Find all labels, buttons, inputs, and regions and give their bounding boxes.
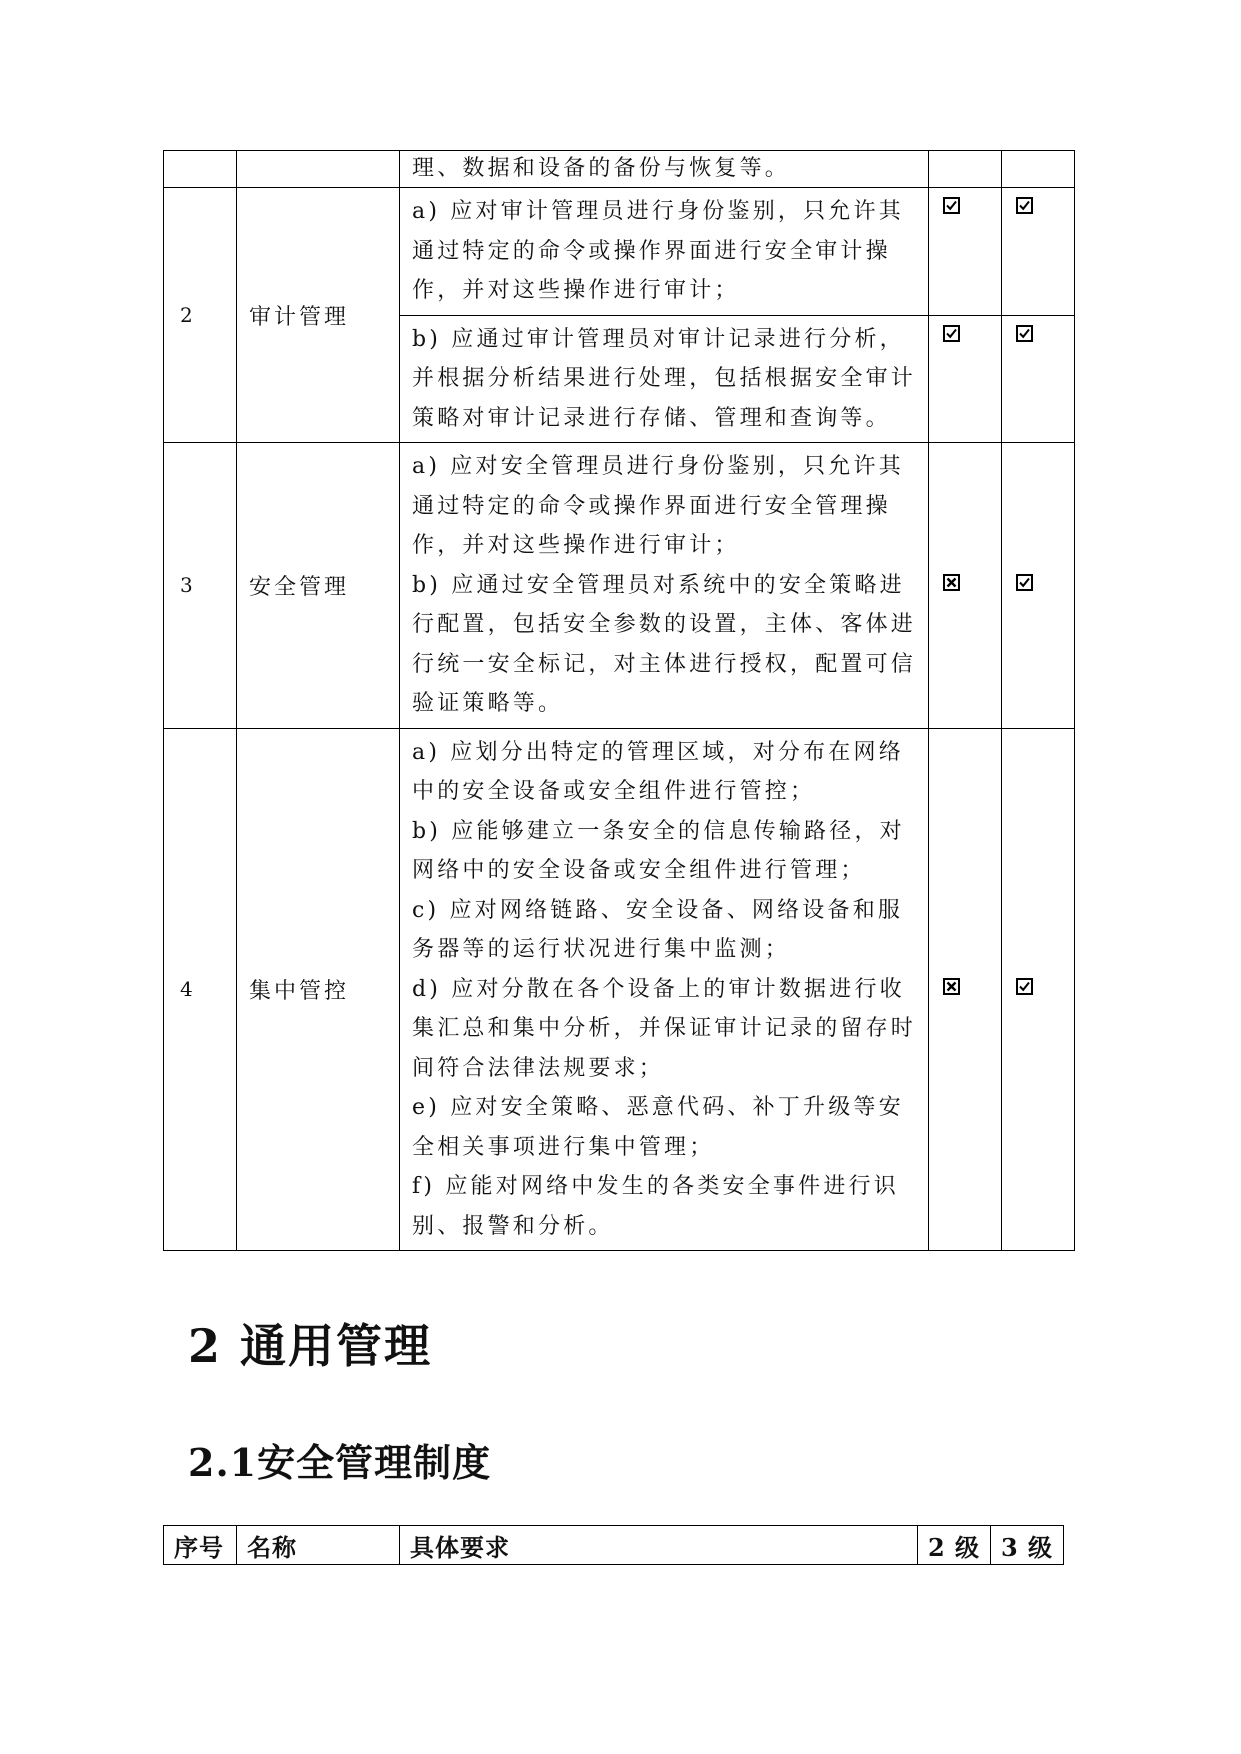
requirement-line: 间符合法律法规要求； xyxy=(412,1055,665,1081)
requirement-line: 别、报警和分析。 xyxy=(412,1213,614,1239)
checked-box-icon xyxy=(1016,325,1033,342)
requirement-line: b) 应能够建立一条安全的信息传输路径，对 xyxy=(412,818,905,844)
requirement-line: a) 应对安全管理员进行身份鉴别，只允许其 xyxy=(412,454,904,479)
checked-box-icon xyxy=(1016,978,1033,995)
row-name-cell: 审计管理 xyxy=(237,188,400,443)
requirement-line: b) 应通过安全管理员对系统中的安全策略进 xyxy=(412,572,905,598)
requirement-line: d) 应对分散在各个设备上的审计数据进行收 xyxy=(412,976,905,1002)
requirements-table xyxy=(163,150,1075,1251)
level3-cell xyxy=(1002,728,1075,1251)
requirement-line: c) 应对网络链路、安全设备、网络设备和服 xyxy=(412,897,904,923)
requirement-line: 网络中的安全设备或安全组件进行管理； xyxy=(412,858,866,883)
crossed-box-icon xyxy=(943,574,960,591)
requirement-line: 务器等的运行状况进行集中监测； xyxy=(412,937,791,962)
level3-cell xyxy=(1002,188,1075,316)
row-name-cell: 集中管控 xyxy=(237,728,400,1251)
requirement-cell xyxy=(400,151,929,188)
level2-cell xyxy=(929,315,1002,443)
level3-cell xyxy=(1002,443,1075,729)
table-row xyxy=(164,151,1075,188)
requirement-line: a) 应划分出特定的管理区域，对分布在网络 xyxy=(412,739,904,765)
row-number-cell: 2 xyxy=(164,188,237,443)
level2-cell xyxy=(929,151,1002,188)
table-row xyxy=(164,188,1075,316)
requirement-cell xyxy=(400,443,929,729)
requirement-line: 行配置，包括安全参数的设置，主体、客体进 xyxy=(412,612,917,637)
requirement-line: 并根据分析结果进行处理，包括根据安全审计 xyxy=(412,366,917,391)
row-name-cell xyxy=(237,151,400,188)
requirement-line: a) 应对审计管理员进行身份鉴别，只允许其 xyxy=(412,199,904,224)
requirement-line: 通过特定的命令或操作界面进行安全管理操 xyxy=(412,493,891,519)
requirement-cell xyxy=(400,315,929,443)
requirement-line: 行统一安全标记，对主体进行授权，配置可信 xyxy=(412,651,917,677)
row-number-cell: 3 xyxy=(164,443,237,729)
table-row xyxy=(164,728,1075,1251)
row-number-cell xyxy=(164,151,237,188)
level2-cell xyxy=(929,443,1002,729)
row-name-cell: 安全管理 xyxy=(237,443,400,729)
checked-box-icon xyxy=(1016,574,1033,591)
requirement-cell xyxy=(400,188,929,316)
requirement-line: 通过特定的命令或操作界面进行安全审计操 xyxy=(412,238,891,264)
column-header-level2: 2 级 xyxy=(918,1526,991,1565)
checked-box-icon xyxy=(943,325,960,342)
requirement-line: 策略对审计记录进行存储、管理和查询等。 xyxy=(412,405,891,431)
column-header-level3: 3 级 xyxy=(991,1526,1064,1565)
level2-cell xyxy=(929,728,1002,1251)
level3-cell xyxy=(1002,315,1075,443)
requirement-line: 验证策略等。 xyxy=(412,691,564,716)
requirements-table-header xyxy=(163,1525,1064,1565)
column-header-name: 名称 xyxy=(237,1526,400,1565)
requirement-line: 中的安全设备或安全组件进行管控； xyxy=(412,779,816,804)
requirement-cell xyxy=(400,728,929,1251)
column-header-requirement: 具体要求 xyxy=(400,1526,918,1565)
table-row xyxy=(164,443,1075,729)
section-heading: 2 通用管理 xyxy=(188,1319,433,1373)
level3-cell xyxy=(1002,151,1075,188)
subsection-heading: 2.1安全管理制度 xyxy=(188,1440,492,1485)
checked-box-icon xyxy=(1016,197,1033,214)
crossed-box-icon xyxy=(943,978,960,995)
column-header-number: 序号 xyxy=(164,1526,237,1565)
requirement-line: 集汇总和集中分析，并保证审计记录的留存时 xyxy=(412,1016,917,1041)
level2-cell xyxy=(929,188,1002,316)
requirement-line: 作，并对这些操作进行审计； xyxy=(412,533,740,558)
requirement-line: e) 应对安全策略、恶意代码、补丁升级等安 xyxy=(412,1095,904,1120)
row-number-cell: 4 xyxy=(164,728,237,1251)
requirement-line: 作，并对这些操作进行审计； xyxy=(412,278,740,303)
requirement-line: b) 应通过审计管理员对审计记录进行分析， xyxy=(412,326,905,352)
checked-box-icon xyxy=(943,197,960,214)
table-header-row xyxy=(164,1526,1064,1565)
requirement-line: 全相关事项进行集中管理； xyxy=(412,1134,715,1160)
requirement-line: f) 应能对网络中发生的各类安全事件进行识 xyxy=(412,1174,899,1199)
requirement-line: 理、数据和设备的备份与恢复等。 xyxy=(412,156,791,181)
